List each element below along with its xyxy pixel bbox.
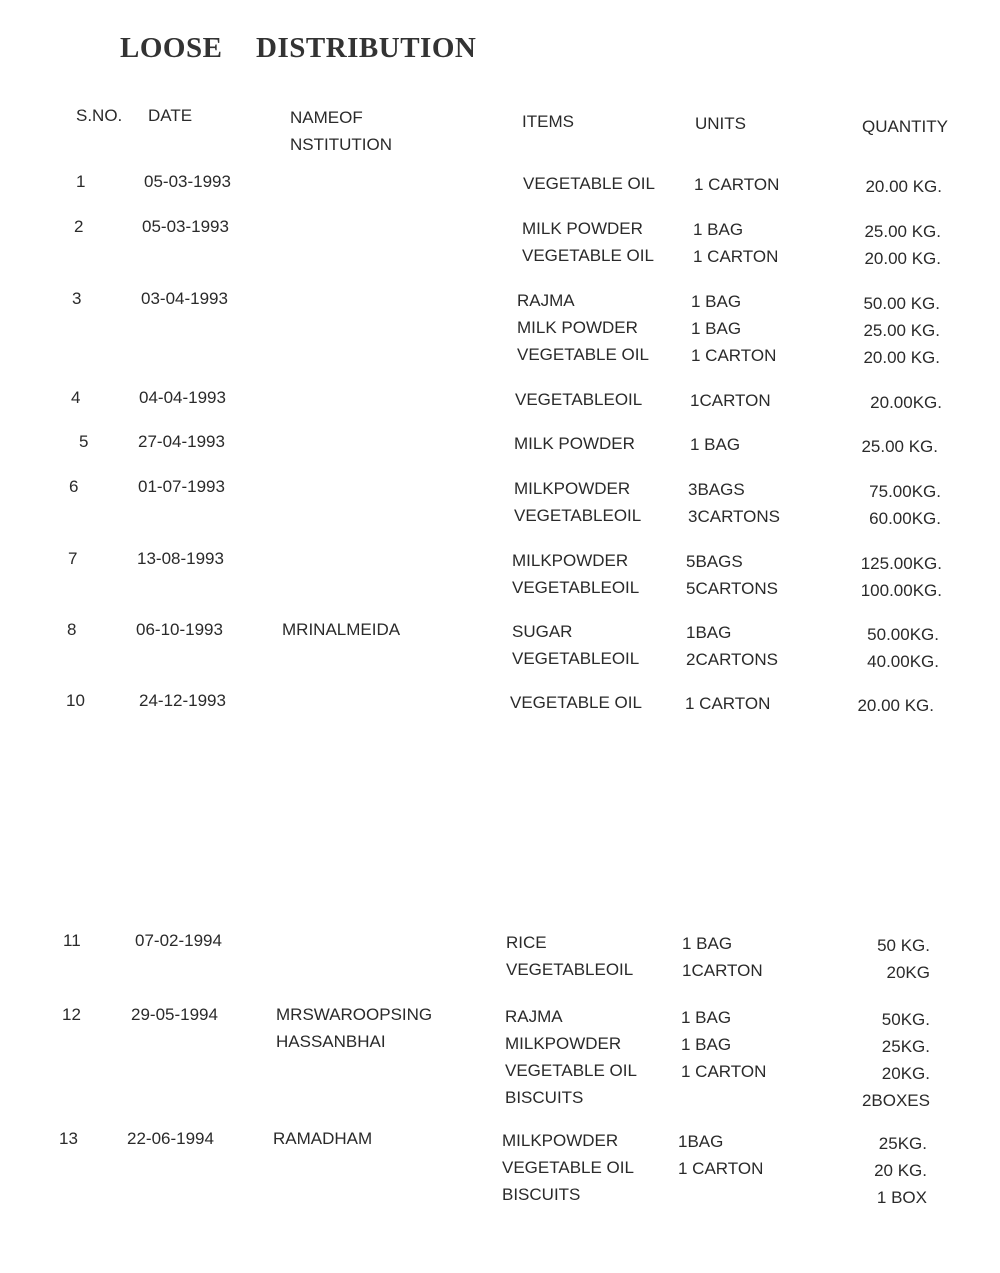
item-name-line: VEGETABLEOIL bbox=[512, 578, 640, 597]
quantity-value-line: 100.00KG. bbox=[860, 581, 942, 600]
quantity-value-line: 20.00 KG. bbox=[857, 696, 934, 715]
quantity-value-line: 20 KG. bbox=[874, 1161, 927, 1180]
institution-name-line: MRSWAROOPSING bbox=[276, 1005, 433, 1024]
quantity-values bbox=[877, 932, 930, 986]
item-name-line: RAJMA bbox=[505, 1007, 563, 1026]
unit-value-line: 1 CARTON bbox=[678, 1159, 764, 1178]
header-quantity: QUANTITY bbox=[862, 117, 948, 136]
item-name-line: VEGETABLE OIL bbox=[523, 174, 655, 193]
item-names bbox=[505, 1003, 637, 1111]
unit-values bbox=[686, 548, 778, 602]
quantity-values bbox=[865, 173, 942, 200]
title-word-distribution: DISTRIBUTION bbox=[256, 32, 477, 64]
unit-value-line: 1 BAG bbox=[693, 220, 744, 239]
serial-number: 11 bbox=[63, 931, 81, 950]
institution-names bbox=[282, 616, 400, 643]
distribution-date: 24-12-1993 bbox=[139, 691, 226, 710]
institution-names bbox=[276, 1001, 432, 1055]
distribution-date: 07-02-1994 bbox=[135, 931, 222, 950]
quantity-value-line: 25.00 KG. bbox=[863, 321, 940, 340]
quantity-values bbox=[862, 1006, 930, 1114]
title-word-loose: LOOSE bbox=[120, 32, 223, 64]
item-name-line: VEGETABLEOIL bbox=[515, 390, 643, 409]
serial-number: 5 bbox=[79, 432, 89, 451]
quantity-values bbox=[867, 621, 939, 675]
quantity-value-line: 20.00 KG. bbox=[863, 348, 940, 367]
unit-values bbox=[690, 431, 740, 458]
item-names bbox=[512, 618, 639, 672]
quantity-values bbox=[870, 389, 942, 416]
item-names bbox=[514, 430, 635, 457]
unit-value-line: 1 BAG bbox=[682, 934, 733, 953]
distribution-date: 05-03-1993 bbox=[142, 217, 229, 236]
institution-name-line: RAMADHAM bbox=[273, 1129, 373, 1148]
unit-value-line: 1 BAG bbox=[691, 292, 742, 311]
item-names bbox=[517, 287, 649, 368]
unit-value-line: 1 CARTON bbox=[691, 346, 777, 365]
item-name-line: BISCUITS bbox=[502, 1185, 581, 1204]
distribution-date: 04-04-1993 bbox=[139, 388, 226, 407]
unit-value-line: 1 CARTON bbox=[681, 1062, 767, 1081]
document-title bbox=[120, 32, 476, 65]
quantity-value-line: 20.00 KG. bbox=[865, 177, 942, 196]
distribution-date: 29-05-1994 bbox=[131, 1005, 218, 1024]
item-names bbox=[522, 215, 654, 269]
item-name-line: RAJMA bbox=[517, 291, 575, 310]
serial-number: 13 bbox=[59, 1129, 78, 1148]
quantity-value-line: 20.00KG. bbox=[870, 393, 942, 412]
quantity-value-line: 20KG bbox=[886, 963, 930, 982]
item-names bbox=[506, 929, 633, 983]
quantity-value-line: 1 BOX bbox=[876, 1188, 927, 1207]
unit-value-line: 1 BAG bbox=[690, 435, 741, 454]
quantity-value-line: 40.00KG. bbox=[867, 652, 939, 671]
serial-number: 8 bbox=[67, 620, 77, 639]
item-name-line: VEGETABLEOIL bbox=[506, 960, 634, 979]
institution-names bbox=[273, 1125, 372, 1152]
unit-value-line: 5BAGS bbox=[686, 552, 743, 571]
unit-values bbox=[688, 476, 780, 530]
unit-value-line: 1BAG bbox=[686, 623, 732, 642]
serial-number: 3 bbox=[72, 289, 82, 308]
quantity-values bbox=[857, 692, 934, 719]
quantity-value-line: 20KG. bbox=[881, 1064, 930, 1083]
serial-number: 10 bbox=[66, 691, 85, 710]
quantity-value-line: 25.00 KG. bbox=[864, 222, 941, 241]
item-name-line: VEGETABLE OIL bbox=[502, 1158, 634, 1177]
serial-number: 6 bbox=[69, 477, 79, 496]
unit-values bbox=[681, 1004, 766, 1085]
quantity-value-line: 20.00 KG. bbox=[864, 249, 941, 268]
quantity-value-line: 75.00KG. bbox=[869, 482, 941, 501]
item-name-line: BISCUITS bbox=[505, 1088, 584, 1107]
unit-values bbox=[691, 288, 776, 369]
unit-value-line: 1 CARTON bbox=[685, 694, 771, 713]
header-date: DATE bbox=[148, 106, 193, 125]
header-sno: S.NO. bbox=[76, 106, 123, 125]
quantity-value-line: 2BOXES bbox=[861, 1091, 930, 1110]
item-name-line: RICE bbox=[506, 933, 547, 952]
unit-value-line: 1 BAG bbox=[681, 1008, 732, 1027]
item-name-line: VEGETABLE OIL bbox=[517, 345, 649, 364]
distribution-date: 05-03-1993 bbox=[144, 172, 231, 191]
unit-value-line: 1CARTON bbox=[690, 391, 771, 410]
unit-values bbox=[685, 690, 770, 717]
unit-value-line: 3CARTONS bbox=[688, 507, 780, 526]
item-name-line: MILKPOWDER bbox=[514, 479, 631, 498]
item-name-line: VEGETABLEOIL bbox=[512, 649, 640, 668]
distribution-date: 22-06-1994 bbox=[127, 1129, 214, 1148]
unit-value-line: 1BAG bbox=[678, 1132, 724, 1151]
unit-values bbox=[690, 387, 771, 414]
quantity-values bbox=[861, 550, 942, 604]
quantity-value-line: 50.00KG. bbox=[867, 625, 939, 644]
unit-value-line: 3BAGS bbox=[688, 480, 745, 499]
item-names bbox=[523, 170, 655, 197]
item-name-line: VEGETABLEOIL bbox=[514, 506, 642, 525]
unit-values bbox=[694, 171, 779, 198]
header-institution bbox=[290, 104, 392, 158]
item-names bbox=[502, 1127, 634, 1208]
serial-number: 7 bbox=[68, 549, 78, 568]
serial-number: 1 bbox=[76, 172, 86, 191]
unit-values bbox=[693, 216, 778, 270]
distribution-date: 06-10-1993 bbox=[136, 620, 223, 639]
quantity-value-line: 60.00KG. bbox=[869, 509, 941, 528]
quantity-value-line: 50 KG. bbox=[877, 936, 930, 955]
quantity-values bbox=[861, 433, 938, 460]
item-name-line: MILK POWDER bbox=[522, 219, 643, 238]
quantity-value-line: 25.00 KG. bbox=[861, 437, 938, 456]
distribution-date: 01-07-1993 bbox=[138, 477, 225, 496]
quantity-value-line: 25KG. bbox=[881, 1037, 930, 1056]
item-names bbox=[515, 386, 642, 413]
quantity-values bbox=[863, 290, 940, 371]
item-names bbox=[514, 475, 641, 529]
header-institution-line1: NAMEOF bbox=[290, 108, 363, 127]
quantity-values bbox=[864, 218, 941, 272]
institution-name-line: MRINALMEIDA bbox=[282, 620, 401, 639]
serial-number: 2 bbox=[74, 217, 84, 236]
quantity-value-line: 50KG. bbox=[881, 1010, 930, 1029]
serial-number: 4 bbox=[71, 388, 81, 407]
header-institution-line2: NSTITUTION bbox=[290, 135, 392, 154]
item-name-line: MILK POWDER bbox=[514, 434, 635, 453]
institution-name-line: HASSANBHAI bbox=[276, 1032, 386, 1051]
unit-value-line: 1 CARTON bbox=[693, 247, 779, 266]
item-name-line: VEGETABLE OIL bbox=[522, 246, 654, 265]
item-name-line: MILKPOWDER bbox=[505, 1034, 622, 1053]
serial-number: 12 bbox=[62, 1005, 81, 1024]
item-name-line: MILKPOWDER bbox=[502, 1131, 619, 1150]
item-name-line: SUGAR bbox=[512, 622, 573, 641]
header-items: ITEMS bbox=[522, 112, 574, 131]
item-name-line: MILK POWDER bbox=[517, 318, 638, 337]
unit-values bbox=[682, 930, 763, 984]
unit-value-line: 1 CARTON bbox=[694, 175, 780, 194]
quantity-value-line: 125.00KG. bbox=[860, 554, 942, 573]
quantity-values bbox=[874, 1130, 927, 1211]
item-names bbox=[512, 547, 639, 601]
unit-values bbox=[678, 1128, 763, 1182]
quantity-values bbox=[869, 478, 941, 532]
distribution-date: 13-08-1993 bbox=[137, 549, 224, 568]
item-name-line: VEGETABLE OIL bbox=[510, 693, 642, 712]
item-name-line: VEGETABLE OIL bbox=[505, 1061, 637, 1080]
quantity-value-line: 25KG. bbox=[878, 1134, 927, 1153]
unit-value-line: 2CARTONS bbox=[686, 650, 778, 669]
unit-value-line: 5CARTONS bbox=[686, 579, 778, 598]
unit-value-line: 1 BAG bbox=[681, 1035, 732, 1054]
header-units: UNITS bbox=[695, 114, 746, 133]
distribution-date: 27-04-1993 bbox=[138, 432, 225, 451]
unit-values bbox=[686, 619, 778, 673]
quantity-value-line: 50.00 KG. bbox=[863, 294, 940, 313]
distribution-date: 03-04-1993 bbox=[141, 289, 228, 308]
unit-value-line: 1CARTON bbox=[682, 961, 763, 980]
item-names bbox=[510, 689, 642, 716]
item-name-line: MILKPOWDER bbox=[512, 551, 629, 570]
unit-value-line: 1 BAG bbox=[691, 319, 742, 338]
